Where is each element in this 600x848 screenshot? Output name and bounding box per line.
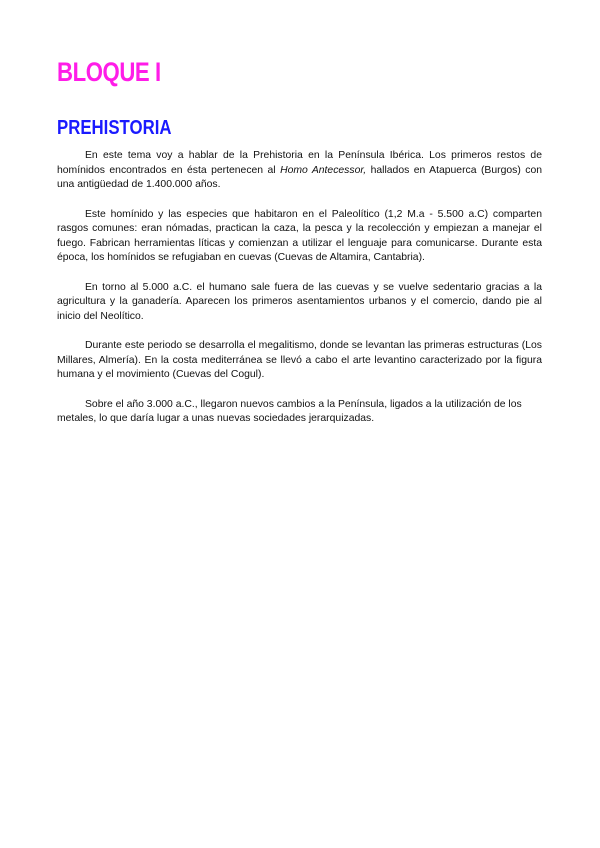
paragraph-2: Este homínido y las especies que habitaron en el Paleolítico (1,2 M.a - 5.500 a.C) comparten rasgos comunes: eran nómadas, practican la caza, la pesca y la recolección y empiezan a manejar el fuego. Fabrican herramientas líticas y comienzan a utilizar el lenguaje para comunicarse. Durante esta época, los homínidos se refugiaban en cuevas (Cuevas de Altamira, Cantabria).: [57, 208, 542, 263]
paragraph-5: Sobre el año 3.000 a.C., llegaron nuevos cambios a la Península, ligados a la utilización de los metales, lo que daría lugar a unas nuevas sociedades jerarquizadas.: [57, 398, 522, 424]
paragraph-1: [57, 149, 542, 193]
block-heading: BLOQUE I: [57, 57, 161, 87]
paragraph-1-italic-term: Homo Antecessor,: [280, 164, 367, 176]
paragraph-1-text-end: hallados en Atapuerca (Burgos) con una antigüedad de 1.400.000 años.: [57, 164, 543, 190]
section-heading: PREHISTORIA: [57, 117, 172, 139]
paragraph-1-text-start: En este tema voy a hablar de la Prehistoria en la Península Ibérica. Los primeros restos de homínidos encontrados en ésta pertenecen al: [57, 150, 542, 176]
paragraph-3: En torno al 5.000 a.C. el humano sale fuera de las cuevas y se vuelve sedentario gracias a la agricultura y la ganadería. Aparecen los primeros asentamientos urbanos y el comercio, dando pie al inicio del Neolítico.: [57, 281, 542, 322]
paragraph-4: Durante este periodo se desarrolla el megalitismo, donde se levantan las primeras estructuras (Los Millares, Almería). En la costa mediterránea se llevó a cabo el arte levantino caracterizado por la figura humana y el movimiento (Cuevas del Cogul).: [57, 340, 542, 380]
body-text: [57, 149, 542, 442]
